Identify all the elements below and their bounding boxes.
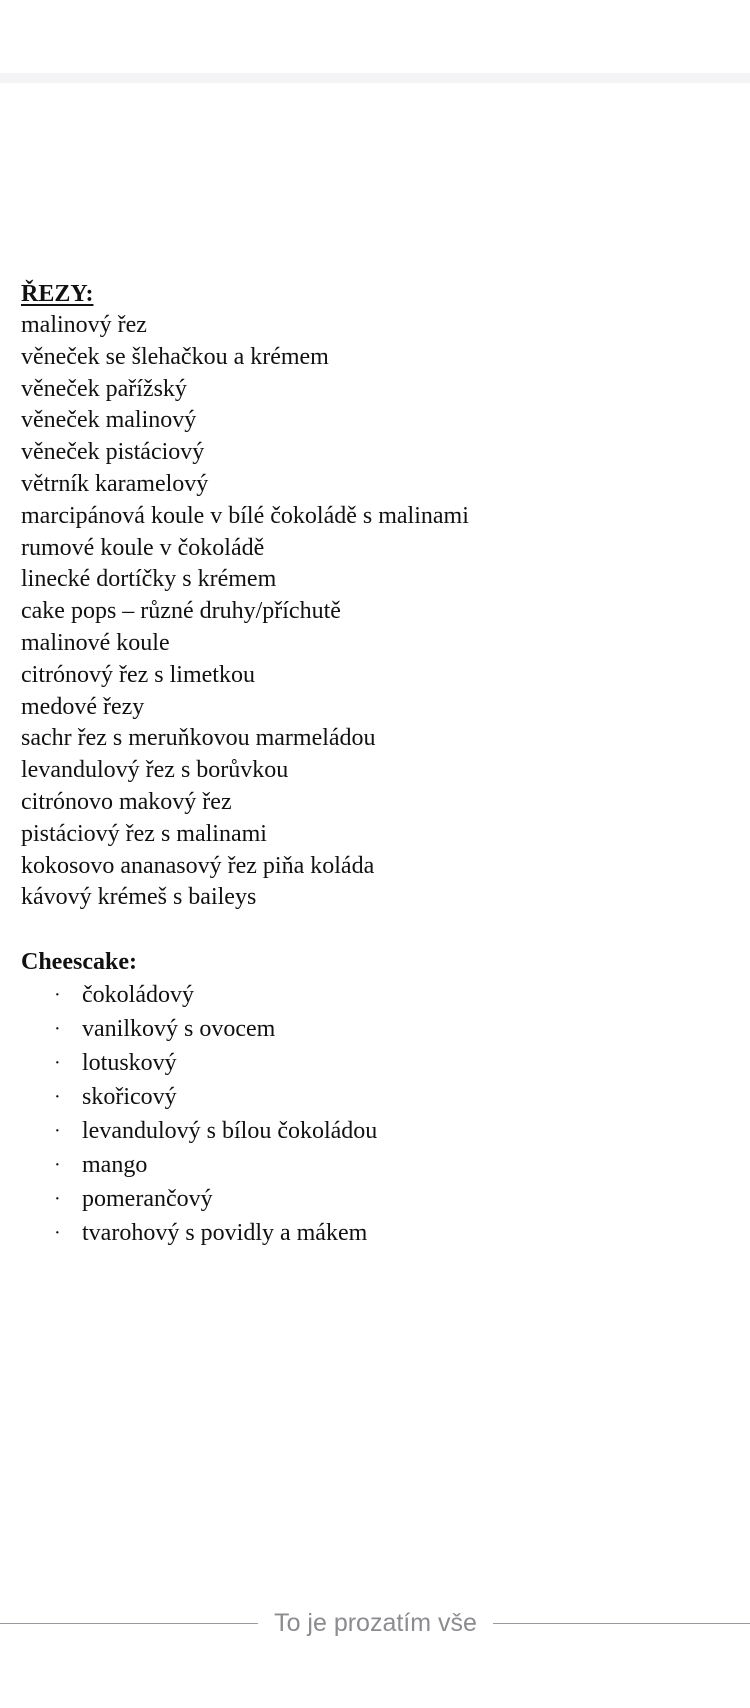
- end-of-content-label: To je prozatím vše: [274, 1609, 477, 1637]
- list-item: linecké dortíčky s krémem: [21, 566, 277, 593]
- rezy-list: [21, 310, 721, 914]
- section-heading-cheesecake: Cheescake:: [21, 949, 137, 976]
- bullet-item-label: levandulový s bílou čokoládou: [82, 1118, 378, 1145]
- list-item: citrónový řez s limetkou: [21, 661, 255, 688]
- top-divider-strip: [0, 73, 750, 83]
- bullet-icon: ·: [54, 1086, 61, 1109]
- bullet-list-item: [21, 1012, 721, 1046]
- bullet-list-item: [21, 1148, 721, 1182]
- bullet-icon: ·: [54, 1188, 61, 1211]
- bullet-item-label: lotuskový: [82, 1050, 177, 1077]
- list-item: pistáciový řez s malinami: [21, 820, 267, 847]
- bullet-item-label: čokoládový: [82, 982, 194, 1009]
- list-item: kokosovo ananasový řez piňa koláda: [21, 852, 375, 879]
- bullet-icon: ·: [54, 1052, 61, 1075]
- document-content: [21, 278, 721, 1250]
- list-item: věneček pařížský: [21, 375, 187, 402]
- bullet-list-item: [21, 1080, 721, 1114]
- bullet-item-label: pomerančový: [82, 1186, 213, 1213]
- section-heading-rezy: ŘEZY:: [21, 281, 94, 307]
- bullet-item-label: tvarohový s povidly a mákem: [82, 1220, 368, 1247]
- bullet-icon: ·: [54, 984, 61, 1007]
- cheesecake-list: [21, 978, 721, 1250]
- bullet-item-label: skořicový: [82, 1084, 177, 1111]
- section-gap: [21, 914, 721, 946]
- list-item: větrník karamelový: [21, 470, 209, 497]
- list-item: marcipánová koule v bílé čokoládě s malinami: [21, 502, 469, 529]
- list-item: cake pops – různé druhy/příchutě: [21, 598, 341, 625]
- list-item: medové řezy: [21, 693, 145, 720]
- bullet-item-label: mango: [82, 1152, 148, 1179]
- bullet-icon: ·: [54, 1154, 61, 1177]
- list-item: citrónovo makový řez: [21, 788, 232, 815]
- bullet-icon: ·: [54, 1222, 61, 1245]
- bullet-list-item: [21, 978, 721, 1012]
- bullet-item-label: vanilkový s ovocem: [82, 1016, 276, 1043]
- list-item: sachr řez s meruňkovou marmeládou: [21, 725, 376, 752]
- bullet-icon: ·: [54, 1018, 61, 1041]
- bullet-list-item: [21, 1114, 721, 1148]
- list-item: věneček malinový: [21, 407, 197, 434]
- list-item: rumové koule v čokoládě: [21, 534, 265, 561]
- list-item: věneček se šlehačkou a krémem: [21, 343, 329, 370]
- list-item: malinový řez: [21, 312, 147, 338]
- bullet-list-item: [21, 1216, 721, 1250]
- footer-rule-right: [493, 1623, 750, 1624]
- list-item: kávový krémeš s baileys: [21, 884, 257, 911]
- footer-rule-left: [0, 1623, 258, 1624]
- end-of-content-marker: [0, 1603, 750, 1643]
- bullet-icon: ·: [54, 1120, 61, 1143]
- list-item: věneček pistáciový: [21, 439, 205, 466]
- bullet-list-item: [21, 1182, 721, 1216]
- list-item: levandulový řez s borůvkou: [21, 757, 289, 784]
- bullet-list-item: [21, 1046, 721, 1080]
- list-item: malinové koule: [21, 629, 170, 656]
